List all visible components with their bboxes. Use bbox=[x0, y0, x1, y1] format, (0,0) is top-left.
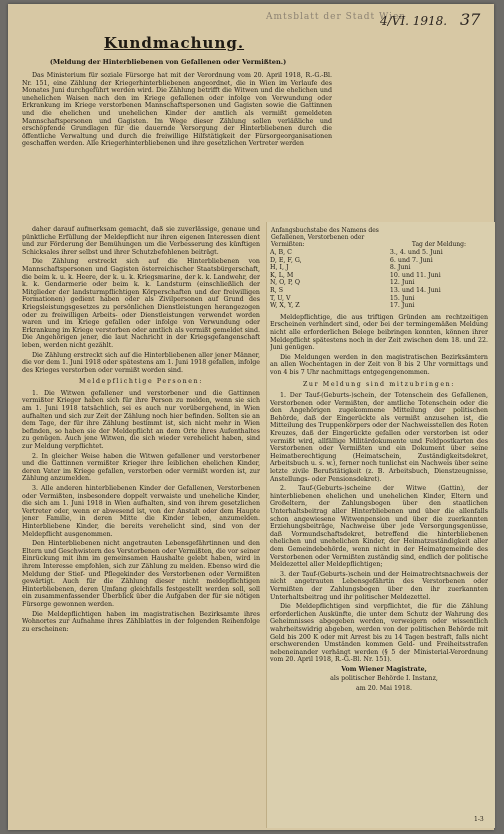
paragraph: Die Meldungen werden in den magistratischen Bezirksämtern an allen Wochentagen in der Zeit von 8 bis 2 Uhr vormittags und von 4 bis 7 Uhr nachmittags entgegengenommen. bbox=[270, 353, 488, 376]
signature-authority: Vom Wiener Magistrate, bbox=[341, 665, 427, 673]
paragraph: 1. Der Tauf-(Geburts-)schein, der Totenschein des Gefallenen, Verstorbenen oder Vermißten, der amtliche Totenschein oder die den Angehörigen zugekommene Mitteilung der politischen Behörde, daß der Eingerückte als vermißt anzusehen ist, die Mitteilung des Truppenkörpers oder der Nachweisstellen des Roten Kreuzes, daß der Eingerückte gefallen oder verstorben ist oder vermißt wird, allfällige Militärdokumente und Feldpostkarten des Verstorbenen oder Vermißten und ein Dokument über seine Heimatberechtigung (Heimatschein, Zuständigkeitsdekret, Arbeitsbuch u. s. w.), ferner noch tunlichst ein Nachweis über seine letzte zivile Berufstätigkeit (z. B. Arbeitsbuch, Dienstzeugnisse, Anstellungs- oder Pensionsdekret). bbox=[270, 392, 488, 483]
intro-column bbox=[22, 72, 332, 222]
table-row: R, S 13. und 14. Juni bbox=[270, 286, 441, 294]
handwritten-date: 4/VI. 1918. bbox=[380, 14, 448, 28]
document-title: Kundmachung. bbox=[103, 34, 245, 52]
paragraph: Die Meldepflichtigen haben im magistratischen Bezirksamte ihres Wohnortes zur Aufnahme ihres Zählblattes in der folgenden Reihenfolge zu erscheinen: bbox=[22, 610, 260, 633]
table-row: W, X, Y, Z 17. Juni bbox=[270, 302, 415, 310]
footnote: 1-3 bbox=[474, 816, 484, 823]
table-row: H, I, J 8. Juni bbox=[270, 264, 411, 272]
intro-paragraph: Das Ministerium für soziale Fürsorge hat mit der Verordnung vom 20. April 1918, R.-G.-Bl. Nr. 151, eine Zählung der Kriegerhinterbliebenen angeordnet, die in Wien im Verlaufe des Monates Juni durchgeführt werden wird. Die Zählung betrifft die Witwen und die ehelichen und unehelichen Waisen nach den im Kriege gefallenen oder infolge von Verwundung oder Erkrankung im Kriege verstorbenen Mannschaftspersonen und Gagisten sowie die Gattinnen und die ehelichen und unehelichen Kinder der amtlich als vermißt gemeldeten Mannschaftspersonen und Gagisten. Im Wege dieser Zählung sollen verläßliche und erschöpfende Grundlagen für die dauernde Versorgung der Hinterbliebenen durch die öffentliche Verwaltung und durch die freiwillige Hilfstätigkeit der Fürsorgeorganisationen geschaffen werden. Alle Kriegerhinterbliebenen und ihre gesetzlichen Vertreter werden bbox=[22, 72, 332, 148]
paragraph: 2. In gleicher Weise haben die Witwen gefallener und verstorbener und die Gattinnen vermißter Krieger ihre leiblichen ehelichen Kinder, deren Vater im Kriege gefallen, verstorben oder vermißt worden ist, zur Zählung anzumelden. bbox=[22, 452, 260, 483]
table-row: T, U, V 15. Juni bbox=[270, 294, 415, 302]
signature-role: als politischer Behörde I. Instanz, bbox=[330, 675, 438, 683]
paragraph: 3. der Tauf-(Geburts-)schein und der Heimatrechtsnachweis der nicht angetrauten Lebensgefährtin des Verstorbenen oder Vermißten der Zahlungsbogen über den ihr zuerkannten Unterhaltsbeitrag und ihr politischer Meldezettel. bbox=[270, 570, 488, 601]
signature-date: am 20. Mai 1918. bbox=[356, 685, 412, 693]
document-subtitle: (Meldung der Hinterbliebenen von Gefallenen oder Vermißten.) bbox=[49, 58, 287, 66]
archive-stamp: Amtsblatt der Stadt Wien bbox=[266, 12, 407, 22]
handwritten-number: 37 bbox=[460, 10, 481, 29]
paragraph: 1. Die Witwen gefallener und verstorbener und die Gattinnen vermißter Krieger haben sich für ihre Person zu melden, wenn sie sich am 1. Juni 1918 tatsächlich, sei es auch nur vorübergehend, in Wien aufhalten und sich zur Zeit der Zählung noch hier befinden. Sollten sie an dem Tage, der für ihre Zählung bestimmt ist, sich nicht mehr in Wien befinden, so haben sie der Meldepflicht an dem Orte ihres Aufenthaltes zu genügen. Auch jene Witwen, die sich wieder verehelicht haben, sind zur Meldung verpflichtet. bbox=[22, 389, 260, 451]
schedule-table bbox=[270, 226, 488, 310]
section-heading-meldepflichtige: Meldepflichtige Personen: bbox=[79, 378, 203, 386]
section-heading-zur-meldung: Zur Meldung sind mitzubringen: bbox=[302, 380, 456, 388]
paragraph: daher darauf aufmerksam gemacht, daß sie zuverlässige, genaue und pünktliche Erfüllung der Meldepflicht nur ihren eigenen Interessen dient und zur Förderung der Bemühungen um die Verbesserung des künftigen Schicksales ihrer selbst und ihrer Schutzbefohlenen beiträgt. bbox=[22, 226, 260, 256]
right-column bbox=[270, 226, 488, 822]
newspaper-clipping bbox=[8, 4, 494, 830]
left-column bbox=[22, 226, 260, 822]
table-header-date: Tag der Meldung: bbox=[411, 241, 466, 248]
table-row: N, O, P, Q 12. Juni bbox=[270, 279, 415, 287]
paragraph: Die Zählung erstreckt sich auf die Hinterbliebenen aller jener Männer, die vor dem 1. Juni 1918 oder spätestens am 1. Juni 1918 gefallen, infolge des Krieges verstorben oder vermißt worden sind. bbox=[22, 351, 260, 374]
paragraph: Den Hinterbliebenen nicht angetrauten Lebensgefährtinnen und den Eltern und Geschwistern des Verstorbenen oder Vermißten, die vor seiner Einrückung mit ihm im gemeinsamen Haushalte gelebt haben, wird in ihrem Interesse empfohlen, sich zur Zählung zu melden. Ebenso wird die Meldung der Stief- und Pflegekinder des Verstorbenen oder Vermißten gewärtigt. Auch für die Zählung dieser nicht meldepflichtigen Hinterbliebenen, deren Umfang gleichfalls festgestellt werden soll, soll ein zusammenfassender Überblick über die Aufgaben der für sie nötigen Fürsorge gewonnen werden. bbox=[22, 540, 260, 608]
table-row: K, L, M 10. und 11. Juni bbox=[270, 271, 441, 279]
paragraph: 2. Tauf-(Geburts-)scheine der Witwe (Gattin), der hinterbliebenen ehelichen und unehelichen Kinder, Eltern und Großeltern, der Zahlungsbogen über den staatlichen Unterhaltsbeitrag aller Hinterbliebenen und über die allenfalls schon angewiesene Witwenpension und über die zuerkannten Erziehungsbeiträge, Nachweise über jede Versorgungsgenüsse, daß Vormundschaftsdekret, betreffend die hinterbliebenen ehelichen und unehelichen Kinder, der Heimatzuständigkeit aller dem Gemeindebehörde, wenn nicht in der Heimatgemeinde des Verstorbenen oder Vermißten zuständig sind, endlich der politische Meldezettel aller Meldepflichtigen; bbox=[270, 485, 488, 569]
table-row: A, B, C 3., 4. und 5. Juni bbox=[270, 249, 443, 256]
paragraph: Die Zählung erstreckt sich auf die Hinterbliebenen von Mannschaftspersonen und Gagisten österreichischer Staatsbürgerschaft, die beim k. u. k. Heere, der k. u. k. Kriegsmarine, der k. k. Landwehr, der k. k. Gendarmerie oder beim k. k. Landsturm (einschließlich der Mitglieder der landsturmpflichtigen Körperschaften und der freiwilligen Formationen) gedient haben oder als Zivilpersonen auf Grund des Kriegsleistungsgesetzes zu persönlichen Dienstleistungen herangezogen oder zu freiwilligen Arbeits- oder Dienstleistungen verwendet worden waren und im Kriege gefallen oder infolge von Verwundung oder Erkrankung im Kriege verstorben oder amtlich als vermißt gemeldet sind. Die Angehörigen jener, die laut Nachricht in der Kriegsgefangenschaft leben, werden nicht gezählt. bbox=[22, 258, 260, 349]
paragraph: Die Meldepflichtigen sind verpflichtet, die für die Zählung erforderlichen Auskünfte, die unter dem Schutz der Wahrung des Geheimnisses abgegeben werden, verweigern oder wissentlich wahrheitswidrig abgeben, werden von der politischen Behörde mit Geld bis 200 K oder mit Arrest bis zu 14 Tagen bestraft, falls nicht erschwerenden Umständen kommen Geld- und Freiheitsstrafen nebeneinander verhängt werden (§ 5 der Ministerial-Verordnung vom 20. April 1918, R.-G.-Bl. Nr. 151). bbox=[270, 603, 488, 664]
table-header-letters: Anfangsbuchstabe des Namens des Gefallenen, Verstorbenen oder Vermißten: bbox=[271, 227, 379, 248]
paragraph: Meldepflichtige, die aus triftigen Gründen am rechtzeitigen Erscheinen verhindert sind, oder bei der termingemäßen Meldung nicht alle erforderlichen Belege beibringen konnten, können ihrer Meldepflicht spätestens noch in der Zeit zwischen dem 18. und 22. Juni genügen. bbox=[270, 313, 488, 352]
table-row: D, E, F, G, 6. und 7. Juni bbox=[270, 256, 433, 264]
paragraph: 3. Alle anderen hinterbliebenen Kinder der Gefallenen, Verstorbenen oder Vermißten, insbesondere doppelt verwaiste und uneheliche Kinder, die sich am 1. Juni 1918 in Wien aufhalten, sind von ihrem gesetzlichen Vertreter oder, wenn er abwesend ist, von der Anstalt oder dem Haupte jener Familie, in deren Mitte die Kinder leben, anzumelden. Hinterbliebene Kinder, die bereits verehelicht sind, sind von der Meldepflicht ausgenommen. bbox=[22, 485, 260, 538]
